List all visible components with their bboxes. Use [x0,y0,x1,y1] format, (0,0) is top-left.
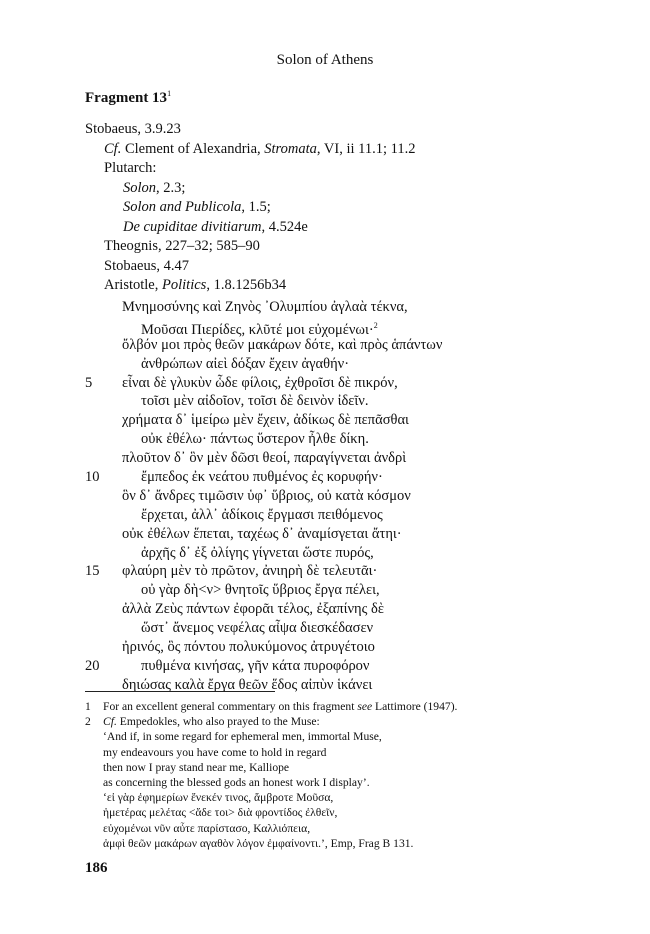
source-line: Solon and Publicola, 1.5; [123,199,271,215]
line-number: 15 [85,563,100,580]
source-line: Theognis, 227–32; 585–90 [104,238,260,254]
line-number: 10 [85,469,100,486]
source-line: Stobaeus, 3.9.23 [85,121,181,137]
footnote-number: 2 [85,715,91,729]
source-line: Stobaeus, 4.47 [104,257,189,274]
fragment-title [85,89,171,107]
page-number: 186 [85,860,108,876]
source-line: Plutarch: [104,160,157,176]
footnote-divider [85,691,275,692]
source-line: Aristotle, Politics, 1.8.1256b34 [104,277,287,293]
line-number: 5 [85,374,93,391]
footnote-number: 1 [85,700,91,713]
line-number: 20 [85,657,100,674]
source-line: Solon, 2.3; [123,179,186,196]
source-list [85,120,415,296]
source-line: Cf. Clement of Alexandria, Stromata, VI, ii 11.1; 11.2 [104,140,416,157]
fragment-title-text: Fragment 13 [85,90,168,106]
source-line: De cupiditae divitiarum, 4.524e [123,218,308,235]
footnote-ref-2: 2 [373,320,378,330]
book-page: Solon of Athens Fragment $13^1$ Stobaeus, 3.9.23 Cf. Clement of Alexandria, Stromata, VI, ii 11.1; 11.2 Plutarch: Solon, 2.3; Solon and Publicola, 1.5; De cupiditae divitiarum, 4.524e Theognis, 227–32; 585–90 Stobaeus, 4.47 Aristotle, Politics, 1.8.1256b34 Μνημοσύνης καὶ Ζηνὸς ᾽Ολυμπίου ἀγλαὰ τέκνα, Μοῦσαι Πιερίδες, κλῦτέ μοι εὐχομένωι·$^2$ ὄλβόν μοι πρὸς θεῶν μακάρων δότε, καὶ πρὸς ἁπάντων ἀνθρώπων αἰεὶ δόξαν ἔχειν ἀγαθήν· 5 εἶναι δὲ γλυκὺν ὧδε φίλοις, ἐχθροῖσι δὲ πικρόν, τοῖσι μὲν αἰδοῖον, τοῖσι δὲ δεινὸν ἰδεῖν. χρήματα δ᾽ ἱμείρω μὲν ἔχειν, ἀδίκως δὲ πεπᾶσθαι οὐκ ἐθέλω· πάντως ὕστερον ἦλθε δίκη. πλοῦτον δ᾽ ὃν μὲν δῶσι θεοί, παραγίγνεται ἀνδρὶ 10 ἔμπεδος ἐκ νεάτου πυθμένος ἐς κορυφήν· ὃν δ᾽ ἄνδρες τιμῶσιν ὑφ᾽ ὕβριος, οὐ κατὰ κόσμον ἔρχεται, ἀλλ᾽ ἀδίκοις ἔργμασι πειθόμενος οὐκ ἐθέλων ἕπεται, ταχέως δ᾽ ἀναμίσγεται ἄτηι· ἀρχῆς δ᾽ ἐξ ὀλίγης γίγνεται ὥστε πυρός, 15 φλαύρη μὲν τὸ πρῶτον, ἀνιηρὴ δὲ τελευτᾶι· οὐ γὰρ δὴ<ν> θνητοῖς ὕβριος ἔργα πέλει, ἀλλὰ Ζεὺς πάντων ἐφορᾶι τέλος, ἐξαπίνης δὲ ὥστ᾽ ἄνεμος νεφέλας αἶψα διεσκέδασεν ἠρινός, ὃς πόντου πολυκύμονος ἀτρυγέτοιο 20 πυθμένα κινήσας, γῆν κάτα πυροφόρον δηιώσας καλὰ ἔργα θεῶν ἕδος αἰπὺν ἱκάνει 1 For an excellent general commentary on this fragment see Lattimore (1947). 2 Cf. Empedokles, who also prayed to the Muse: ‘And if, in some regard for ephemeral men, immortal Muse, my endeavours you have come to hold in regard then now I pray stand near me, Kalliope as concerning the blessed gods an honest work I display’. ‘εἰ γὰρ ἐφημερίων ἕνεκέν τινος, ἄμβροτε Μοῦσα, ἡμετέρας μελέτας <ἅδε τοι> διὰ φροντίδος ἐλθεῖν, εὐχομένωι νῦν αὖτε παρίστασο, Καλλιόπεια, ἀμφὶ θεῶν μακάρων αγαθὸν λόγον ἐμφαίνοντι.’, Emp, Frag B 131. 186 [0,0,650,934]
footnote-ref-1: 1 [167,89,172,98]
running-head: Solon of Athens [276,52,374,68]
